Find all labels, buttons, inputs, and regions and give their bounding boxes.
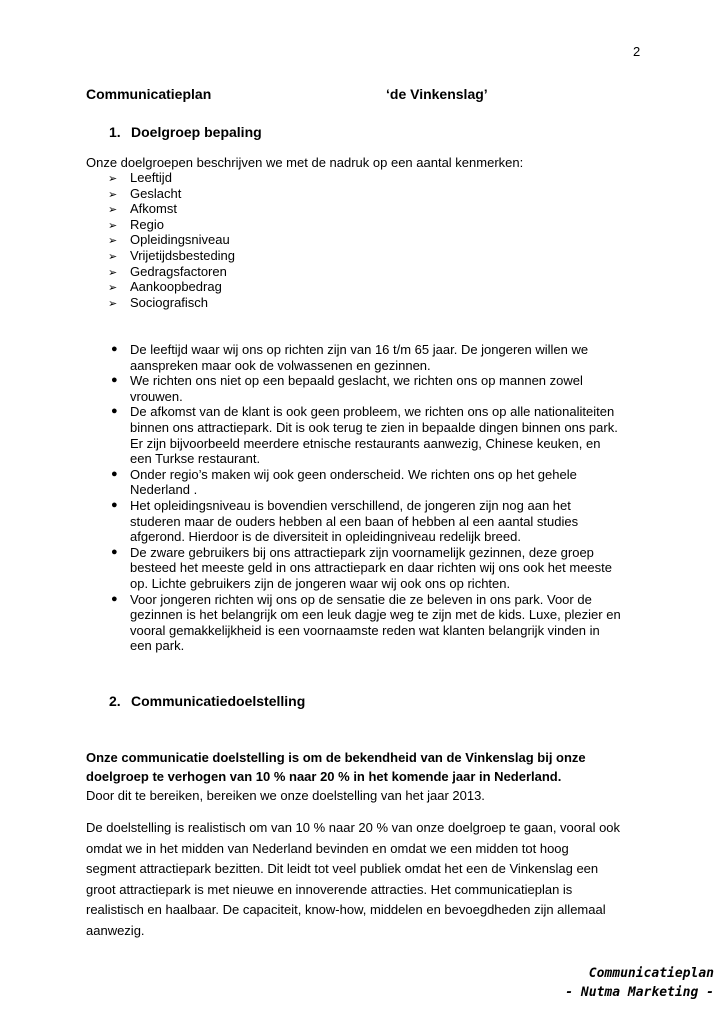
- goal-explanation: De doelstelling is realistisch om van 10 % naar 20 % van onze doelgroep te gaan, vooral ook omdat we in het midden van Nederland bevinden en omdat we een midden tot hoog segment attractiepark bezitten. Dit leidt tot veel publiek omdat het een de Vinkenslag een groot attractiepark is met nieuwe en innoverende attracties. Het communicatieplan is realistisch en haalbaar. De capaciteit, know-how, middelen en bevoegdheden zijn allemaal aanwezig.: [86, 820, 621, 938]
- list-item: ➢ Afkomst: [108, 201, 235, 217]
- list-item: ➢ Aankoopbedrag: [108, 279, 235, 295]
- list-item: ➢ Gedragsfactoren: [108, 264, 235, 280]
- bullet-icon: ●: [111, 498, 118, 511]
- list-item: ● We richten ons niet op een bepaald geslacht, we richten ons op mannen zowel vrouwen.: [111, 373, 583, 404]
- page-number: 2: [633, 44, 641, 59]
- arrow-bullet-icon: ➢: [108, 235, 118, 248]
- characteristics-list: [108, 170, 235, 310]
- arrow-bullet-icon: ➢: [108, 219, 118, 232]
- list-item: ➢ Regio: [108, 217, 235, 233]
- bullet-icon: ●: [111, 343, 118, 355]
- list-item: ➢ Leeftijd: [108, 170, 235, 186]
- section-heading-2: [109, 693, 305, 709]
- list-item: ➢ Vrijetijdsbesteding: [108, 248, 235, 264]
- list-item: ● Het opleidingsniveau is bovendien verschillend, de jongeren zijn nog aan het studeren maar de ouders hebben al een baan of hebben al een aantal studies afgerond. Hierdoor is de diversiteit in opleidingniveau redelijk breed.: [111, 497, 579, 545]
- document-subtitle: ‘de Vinkenslag’: [386, 86, 488, 102]
- section-heading-1: [109, 124, 262, 140]
- bullet-icon: ●: [111, 545, 118, 558]
- list-item: ➢ Opleidingsniveau: [108, 232, 235, 248]
- bullet-icon: ●: [111, 467, 118, 480]
- arrow-bullet-icon: ➢: [108, 266, 118, 279]
- bullet-icon: ●: [111, 374, 118, 387]
- arrow-bullet-icon: ➢: [108, 250, 118, 263]
- arrow-bullet-icon: ➢: [108, 282, 118, 295]
- footer-brand: Communicatieplan - Nutma Marketing -: [565, 966, 714, 1000]
- list-item: ● De leeftijd waar wij ons op richten zijn van 16 t/m 65 jaar. De jongeren willen we aanspreken maar ook de volwassenen en gezinnen.: [111, 342, 589, 373]
- list-item: ● Onder regio’s maken wij ook geen onderscheid. We richten ons op het gehele Nederland .: [111, 466, 577, 498]
- list-item: ● De zware gebruikers bij ons attractiepark zijn voornamelijk gezinnen, deze groep besteed het meeste geld in ons attractiepark en daar richten wij ons ook het meeste op. Lichte gebruikers zijn de jongeren waar wij ook ons op richten.: [111, 544, 613, 591]
- list-item: ● De afkomst van de klant is ook geen probleem, we richten ons op alle nationaliteiten binnen ons attractiepark. Dit is ook terug te zien in bepaalde dingen binnen ons park. Er zijn bijvoorbeeld meerdere etnische restaurants aanwezig, Chinese keuken, en een Turkse restaurant.: [111, 404, 618, 467]
- section-title: Communicatiedoelstelling: [131, 693, 306, 709]
- section-number: 1.: [109, 124, 121, 140]
- arrow-bullet-icon: ➢: [108, 173, 118, 185]
- goal-note: Door dit te bereiken, bereiken we onze doelstelling van het jaar 2013.: [86, 788, 485, 803]
- list-item: ➢ Geslacht: [108, 186, 235, 202]
- document-title: Communicatieplan: [86, 86, 212, 102]
- list-item: ● Voor jongeren richten wij ons op de sensatie die ze beleven in ons park. Voor de gezinnen is het belangrijk om een leuk dagje weg te zijn met de kids. Luxe, plezier en vooral gemakkelijkheid is een voornaamste reden wat klanten belangrijk vinden in een park.: [111, 591, 621, 654]
- section-number: 2.: [109, 693, 121, 709]
- arrow-bullet-icon: ➢: [108, 297, 118, 310]
- target-group-details: [108, 342, 648, 654]
- goal-statement: Onze communicatie doelstelling is om de bekendheid van de Vinkenslag bij onze doelgroep te verhogen van 10 % naar 20 % in het komende jaar in Nederland.: [86, 750, 586, 784]
- section-title: Doelgroep bepaling: [131, 124, 262, 140]
- arrow-bullet-icon: ➢: [108, 188, 118, 201]
- arrow-bullet-icon: ➢: [108, 204, 118, 217]
- bullet-icon: ●: [111, 405, 118, 418]
- list-item: ➢ Sociografisch: [108, 295, 235, 311]
- intro-text: Onze doelgroepen beschrijven we met de nadruk op een aantal kenmerken:: [86, 155, 524, 170]
- bullet-icon: ●: [111, 592, 118, 605]
